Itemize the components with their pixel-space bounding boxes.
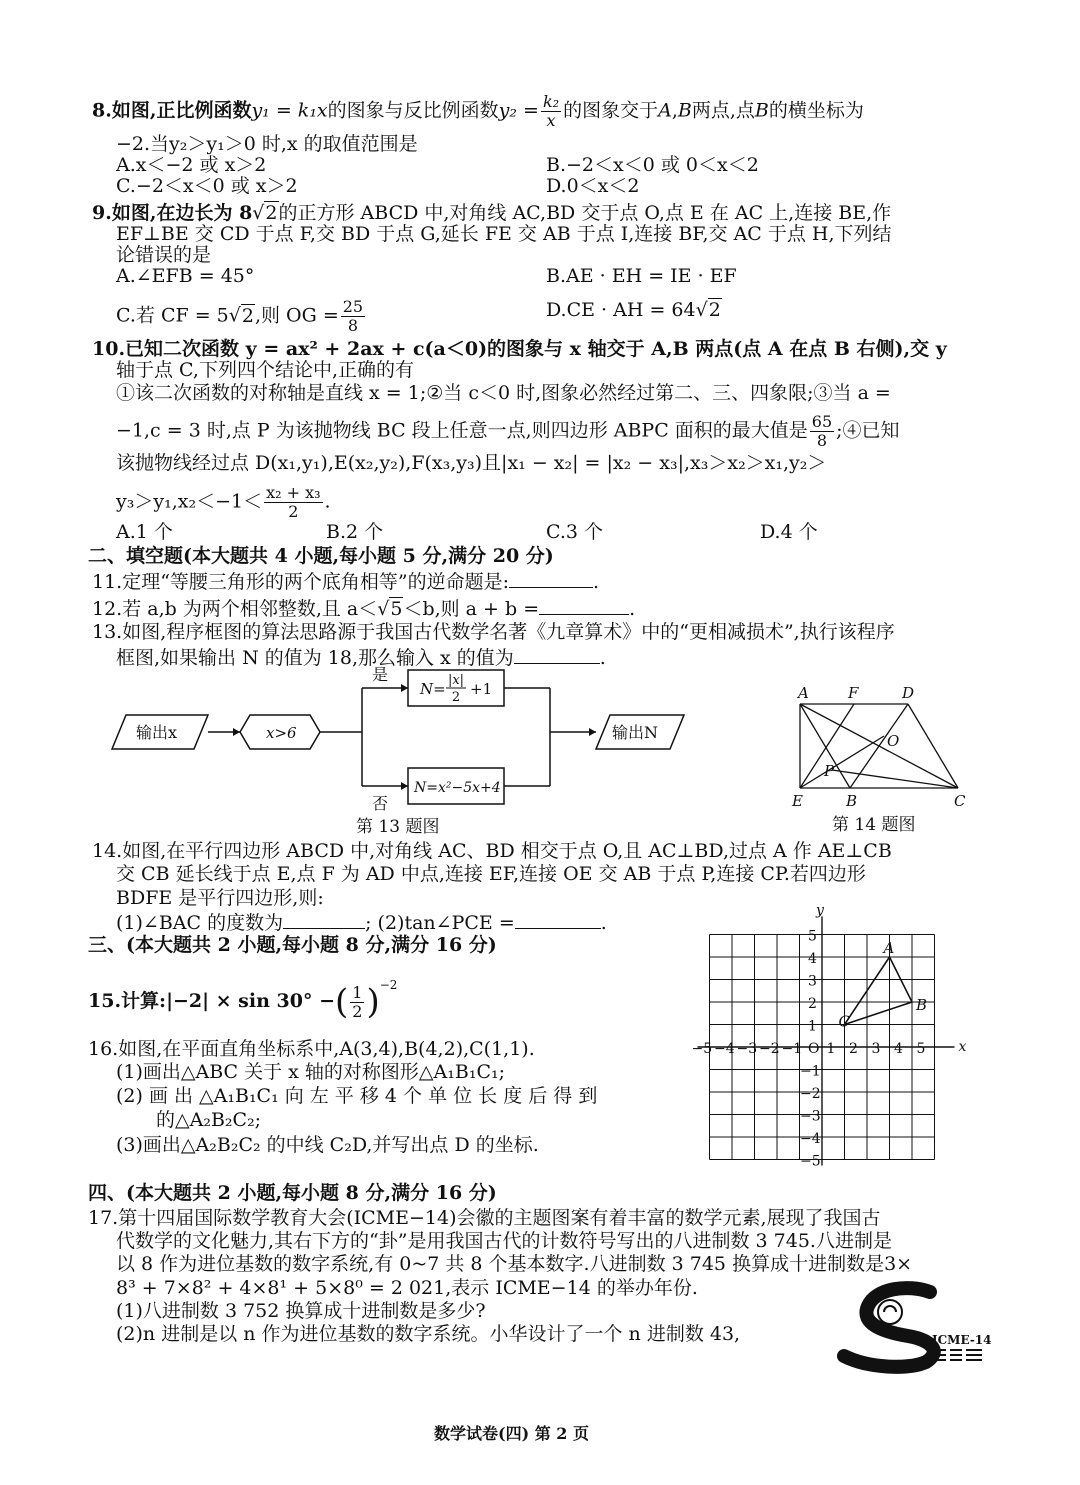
q10-line-5: 该抛物线经过点 D(x₁,y₁),E(x₂,y₂),F(x₃,y₃)且|x₁ − x₂| = |x₂ − x₃|,x₃＞x₂＞x₁,y₂＞ [116, 452, 827, 474]
x-tick-label: −1 [781, 1041, 803, 1057]
y-tick-label: 3 [808, 973, 817, 990]
y-tick-label: 1 [808, 1018, 817, 1035]
q8-option-c: C.−2＜x＜0 或 x＞2 [116, 175, 298, 197]
q11: 11.定理“等腰三角形的两个底角相等”的逆命题是: . [92, 571, 600, 593]
fig14-caption: 第 14 题图 [832, 815, 916, 835]
triangle-abc [845, 957, 913, 1025]
q8-option-a: A.x＜−2 或 x＞2 [116, 154, 267, 176]
x-tick-label: 3 [871, 1041, 881, 1057]
section-3-heading: 三、(本大题共 2 小题,每小题 8 分,满分 16 分) [88, 934, 497, 956]
flow-no-formula: N=x²−5x+4 [414, 780, 501, 796]
q9-line-2: EF⊥BE 交 CD 于点 F,交 BD 于点 G,延长 FE 交 AB 于点 I,连接 BF,交 AC 于点 H,下列结 [116, 223, 892, 245]
page-footer: 数学试卷(四) 第 2 页 [434, 1424, 589, 1443]
y-tick-label: 5 [808, 928, 817, 945]
q8-line-1: 8.如图,正比例函数y₁ = k₁x的图象与反比例函数y₂ = $\frac{\text{k₂}}{x}$ 的图象交于A,B两点,点B的横坐标为 [92, 92, 864, 130]
q9-option-a: A.∠EFB = 45° [116, 265, 255, 287]
flow-no-label: 否 [372, 794, 389, 813]
x-tick-label: −2 [759, 1041, 780, 1057]
x-tick-label: −5 [691, 1041, 713, 1057]
q10-option-c: C.3 个 [546, 521, 604, 543]
q16-line-3: (2) 画 出 △A₁B₁C₁ 向 左 平 移 4 个 单 位 长 度 后 得 到 [116, 1085, 598, 1107]
q13-line-1: 13.如图,程序框图的算法思路源于我国古代数学名著《九章算术》中的“更相减损术”,执行该程序 [92, 621, 895, 643]
fig14-label-e: E [792, 792, 803, 810]
q10-line-3: ①该二次函数的对称轴是直线 x = 1;②当 c＜0 时,图象必然经过第二、三、四象限;③当 a = [116, 382, 891, 404]
flow-input-label: 输出x [136, 723, 178, 742]
q11-answer-blank[interactable] [509, 569, 593, 588]
q13-line-2: 框图,如果输出 N 的值为 18,那么输入 x 的值为 . [116, 647, 606, 669]
fig14-label-a: A [798, 684, 809, 702]
q14-part2-blank[interactable] [515, 910, 601, 929]
q8-option-d: D.0＜x＜2 [546, 175, 640, 197]
q17-line-2: 代数学的文化魅力,其右下方的“卦”是用我国古代的计数符号写出的八进制数 3 745.八进制是 [116, 1230, 892, 1252]
flowchart-figure [100, 660, 700, 840]
flow-yes-formula-head: N= [420, 680, 446, 698]
q9-option-c: C.若 CF = 5√2,则 OG = $\frac{25}{8}$ [116, 297, 364, 335]
q9-option-b: B.AE · EH = IE · EF [546, 265, 737, 287]
q14-line-1: 14.如图,在平行四边形 ABCD 中,对角线 AC、BD 相交于点 O,且 AC⊥BD,过点 A 作 AE⊥CB [92, 840, 892, 862]
y-axis-label: y [816, 902, 824, 919]
q17-line-5: (1)八进制数 3 752 换算成十进制数是多少? [116, 1300, 486, 1322]
q15: 15.计算:|−2| × sin 30° −( $\frac{1}{2}$ )$^{-2}$ [88, 978, 398, 1022]
point-b-label: B [916, 996, 928, 1014]
flow-yes-label: 是 [372, 665, 389, 684]
flow-output-label: 输出N [612, 723, 659, 742]
x-tick-label: O [808, 1041, 820, 1057]
x-tick-label: −4 [714, 1041, 735, 1057]
x-tick-label: 2 [849, 1041, 858, 1057]
q14-line-4: (1)∠BAC 的度数为 ; (2)tan∠PCE = . [116, 912, 607, 934]
section-2-heading: 二、填空题(本大题共 4 小题,每小题 5 分,满分 20 分) [88, 545, 554, 567]
q10-option-b: B.2 个 [326, 521, 384, 543]
y-tick-label: −4 [800, 1131, 821, 1147]
y-tick-label: 2 [808, 996, 817, 1012]
point-a-label: A [883, 939, 895, 957]
flow-yes-formula-tail: +1 [470, 680, 493, 698]
q14-part1-blank[interactable] [283, 910, 365, 929]
q10-line-4: −1,c = 3 时,点 P 为该抛物线 BC 段上任意一点,则四边形 ABPC 面积的最大值是 $\frac{65}{8}$ ;④已知 [116, 412, 900, 450]
flow-yes-formula-num: |x| [447, 673, 465, 688]
icme-logo [838, 1282, 992, 1370]
fig14-label-c: C [954, 792, 966, 810]
y-tick-label: 4 [808, 951, 817, 967]
q8-line-2: −2.当y₂＞y₁＞0 时,x 的取值范围是 [116, 133, 418, 155]
q8-fraction: $\frac{\text{k₂}}{x}$ [542, 92, 560, 130]
x-tick-label: −3 [736, 1041, 758, 1057]
q16-line-2: (1)画出△ABC 关于 x 轴的对称图形△A₁B₁C₁; [116, 1061, 506, 1083]
q16-line-4: 的△A₂B₂C₂; [156, 1109, 262, 1131]
q14-line-3: BDFE 是平行四边形,则: [116, 887, 324, 909]
x-axis-label: x [958, 1039, 967, 1055]
fig14-figure [780, 678, 980, 838]
fig14-label-d: D [902, 684, 915, 702]
flow-yes-formula-den: 2 [451, 690, 461, 705]
x-tick-label: 1 [826, 1041, 836, 1057]
section-4-heading: 四、(本大题共 2 小题,每小题 8 分,满分 16 分) [88, 1182, 497, 1204]
q17-line-4: 8³ + 7×8² + 4×8¹ + 5×8⁰ = 2 021,表示 ICME−14 的举办年份. [116, 1277, 698, 1299]
q10-line-6: y₃＞y₁,x₂＜−1＜ $\frac{\text{x₂ + x₃}}{2}$ . [116, 483, 331, 521]
q10-line-2: 轴于点 C,下列四个结论中,正确的有 [116, 359, 414, 381]
q17-line-1: 17.第十四届国际数学教育大会(ICME−14)会徽的主题图案有着丰富的数学元素,展现了我国古 [88, 1207, 881, 1229]
fig13-caption: 第 13 题图 [356, 817, 440, 837]
flow-condition-label: x>6 [266, 724, 297, 742]
q9-line-1: 9.如图,在边长为 8√2的正方形 ABCD 中,对角线 AC,BD 交于点 O,点 E 在 AC 上,连接 BE,作 [92, 202, 892, 224]
q12: 12.若 a,b 为两个相邻整数,且 a＜√5＜b,则 a + b = . [92, 598, 636, 620]
y-tick-label: −5 [800, 1153, 821, 1170]
q17-line-3: 以 8 作为进位基数的数字系统,有 0~7 共 8 个基本数字.八进制数 3 745 换算成十进制数是3× [116, 1253, 913, 1275]
q10-line-1: 10.已知二次函数 y = ax² + 2ax + c(a＜0)的图象与 x 轴交于 A,B 两点(点 A 在点 B 右侧),交 y [92, 338, 947, 360]
fig14-label-b: B [846, 792, 858, 810]
q17-line-6: (2)n 进制是以 n 作为进位基数的数字系统。小华设计了一个 n 进制数 43, [116, 1323, 741, 1345]
x-tick-label: 4 [894, 1041, 903, 1057]
icme-logo-text: ICME-14 [932, 1333, 992, 1347]
q10-option-d: D.4 个 [760, 521, 818, 543]
q9-option-d: D.CE · AH = 64√2 [546, 299, 721, 321]
coordinate-grid [688, 902, 988, 1180]
fig14-label-o: O [887, 732, 900, 750]
y-tick-label: −2 [800, 1086, 821, 1102]
fig14-label-p: P [824, 762, 835, 780]
point-c-label: C [838, 1012, 850, 1031]
q12-answer-blank[interactable] [539, 596, 629, 615]
y-tick-label: −1 [800, 1063, 821, 1080]
q9-line-3: 论错误的是 [116, 244, 212, 266]
fig14-label-f: F [848, 684, 859, 702]
q10-option-a: A.1 个 [116, 521, 173, 543]
q16-line-1: 16.如图,在平面直角坐标系中,A(3,4),B(4,2),C(1,1). [88, 1038, 535, 1060]
q16-line-5: (3)画出△A₂B₂C₂ 的中线 C₂D,并写出点 D 的坐标. [116, 1134, 539, 1156]
x-tick-label: 5 [916, 1041, 926, 1057]
y-tick-label: −3 [800, 1108, 821, 1125]
q14-line-2: 交 CB 延长线于点 E,点 F 为 AD 中点,连接 EF,连接 OE 交 AB 于点 P,连接 CP.若四边形 [116, 863, 866, 885]
q8-option-b: B.−2＜x＜0 或 0＜x＜2 [546, 154, 759, 176]
